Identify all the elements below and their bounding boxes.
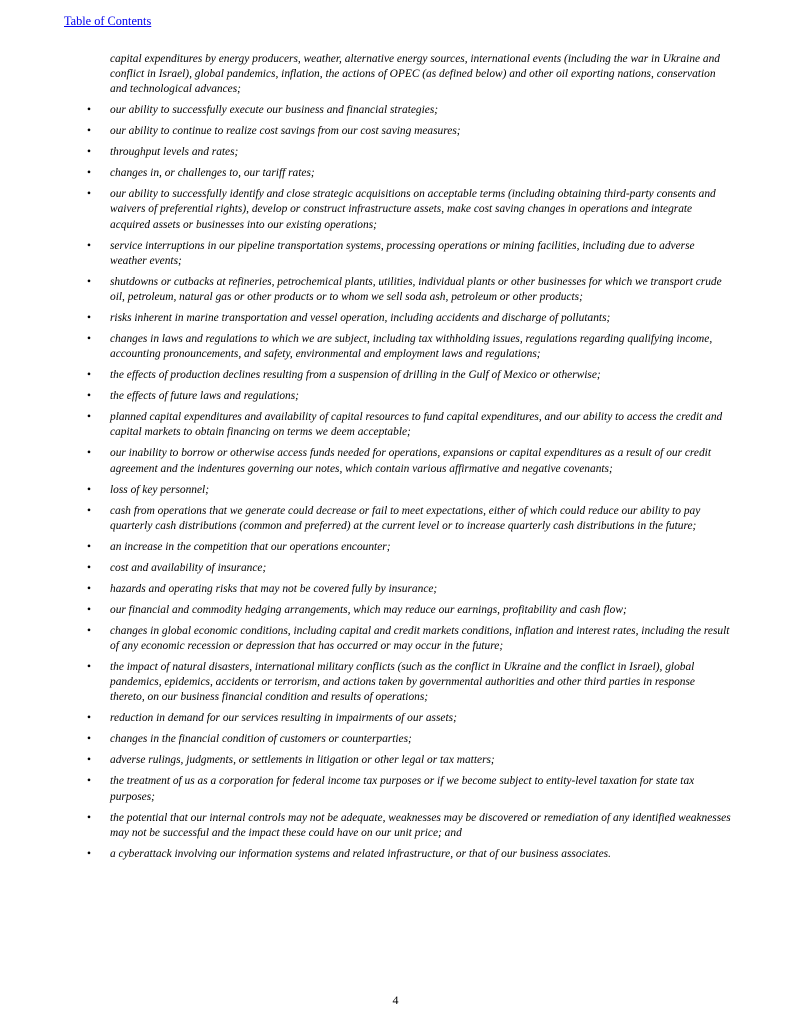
list-item: [87, 124, 731, 139]
list-item: [87, 774, 731, 804]
bullet-icon: •: [87, 369, 91, 382]
list-item: [87, 446, 731, 476]
bullet-icon: •: [87, 390, 91, 403]
list-item-text: changes in global economic conditions, including capital and credit markets conditions, inflation and interest rates, including the result of any economic recession or depression that has occurred or may occur in the future;: [110, 624, 730, 652]
bullet-icon: •: [87, 603, 91, 616]
list-item-text: a cyberattack involving our information systems and related infrastructure, or that of our business associates.: [110, 847, 611, 860]
list-item-text: the effects of production declines resulting from a suspension of drilling in the Gulf of Mexico or otherwise;: [110, 369, 601, 382]
list-item-text: changes in, or challenges to, our tariff rates;: [110, 167, 315, 180]
bullet-icon: •: [87, 188, 91, 201]
bullet-icon: •: [87, 582, 91, 595]
list-item-text: cash from operations that we generate could decrease or fail to meet expectations, either of which could reduce our ability to pay quarterly cash distributions (common and preferred) at the current level or to increase quarterly cash distributions in the future;: [110, 504, 701, 532]
bullet-icon: •: [87, 411, 91, 424]
list-item-text: changes in laws and regulations to which we are subject, including tax withholding issues, regulations regarding qualifying income, accounting pronouncements, and safety, environmental and employment laws and regulations;: [110, 332, 713, 361]
list-item: [87, 504, 731, 534]
list-item: [87, 483, 731, 498]
list-item-text: an increase in the competition that our operations encounter;: [110, 540, 391, 553]
list-item-text: adverse rulings, judgments, or settlements in litigation or other legal or tax matters;: [110, 754, 495, 767]
bullet-icon: •: [87, 847, 91, 860]
list-item-text: hazards and operating risks that may not be covered fully by insurance;: [110, 582, 438, 595]
list-item-text: changes in the financial condition of customers or counterparties;: [110, 733, 412, 746]
bullet-icon: •: [87, 167, 91, 180]
bullet-icon: •: [87, 754, 91, 767]
list-item-text: our ability to continue to realize cost savings from our cost saving measures;: [110, 125, 461, 138]
list-item: [87, 811, 731, 841]
bullet-icon: •: [87, 712, 91, 725]
bullet-icon: •: [87, 311, 91, 324]
page-number: 4: [392, 993, 399, 1007]
list-item: [87, 166, 731, 181]
list-item: [87, 624, 731, 654]
list-item-text: the treatment of us as a corporation for federal income tax purposes or if we become subject to entity-level taxation for state tax purposes;: [110, 775, 695, 803]
bullet-icon: •: [87, 540, 91, 553]
list-item-text: our ability to successfully execute our business and financial strategies;: [110, 104, 439, 117]
bullet-icon: •: [87, 483, 91, 496]
bullet-icon: •: [87, 104, 91, 117]
bullet-icon: •: [87, 504, 91, 517]
list-item: [87, 732, 731, 747]
list-item: [87, 275, 731, 305]
list-item-text: our ability to successfully identify and close strategic acquisitions on acceptable terms (including obtaining third-party consents and waivers of preferential rights), develop or construct infrastructure assets, make cost saving changes in operations and integrate acquired assets or businesses into our existing operations;: [110, 188, 716, 231]
list-item: [87, 410, 731, 440]
list-item: [87, 540, 731, 555]
list-item-text: the effects of future laws and regulations;: [110, 390, 299, 403]
list-item: [87, 582, 731, 597]
list-item: [87, 368, 731, 383]
list-item-text: service interruptions in our pipeline transportation systems, processing operations or mining facilities, including due to adverse weather events;: [110, 239, 695, 267]
list-item: [87, 561, 731, 576]
bullet-icon: •: [87, 561, 91, 574]
bullet-icon: •: [87, 275, 91, 288]
list-item-text: our financial and commodity hedging arrangements, which may reduce our earnings, profitability and cash flow;: [110, 603, 627, 616]
list-item: [87, 145, 731, 160]
list-item-text: loss of key personnel;: [110, 483, 210, 496]
bullet-icon: •: [87, 146, 91, 159]
bullet-icon: •: [87, 660, 91, 673]
list-item-text: the potential that our internal controls may not be adequate, weaknesses may be discovered or remediation of any identified weaknesses may not be successful and the impact these could have on our unit price; and: [110, 811, 731, 839]
list-item-text: throughput levels and rates;: [110, 146, 239, 159]
bullet-list: [0, 103, 791, 862]
bullet-icon: •: [87, 775, 91, 788]
list-item: [87, 187, 731, 233]
list-item: [87, 103, 731, 118]
list-item: [87, 332, 731, 362]
list-item: [87, 311, 731, 326]
bullet-icon: •: [87, 624, 91, 637]
bullet-icon: •: [87, 332, 91, 345]
table-of-contents-link[interactable]: Table of Contents: [64, 14, 152, 28]
bullet-icon: •: [87, 125, 91, 138]
list-item-text: our inability to borrow or otherwise access funds needed for operations, expansions or capital expenditures as a result of our credit agreement and the indentures governing our notes, which contain various affirmative and negative covenants;: [110, 447, 712, 475]
bullet-icon: •: [87, 811, 91, 824]
list-item-text: planned capital expenditures and availability of capital resources to fund capital expenditures, and our ability to access the credit and capital markets to obtain financing on terms we deem acceptable;: [110, 411, 723, 439]
list-item: [87, 711, 731, 726]
list-item-text: risks inherent in marine transportation and vessel operation, including accidents and discharge of pollutants;: [110, 311, 611, 324]
list-item-text: reduction in demand for our services resulting in impairments of our assets;: [110, 712, 457, 725]
list-item: [87, 389, 731, 404]
list-item: [87, 660, 731, 706]
list-item: [87, 753, 731, 768]
list-item: [87, 847, 731, 862]
list-item: [87, 239, 731, 269]
bullet-icon: •: [87, 239, 91, 252]
intro-continuation: capital expenditures by energy producers, weather, alternative energy sources, international events (including the war in Ukraine and conflict in Israel), global pandemics, inflation, the actions of OPEC (as defined below) and other oil exporting nations, conservation and technological advances;: [110, 53, 721, 96]
list-item-text: the impact of natural disasters, international military conflicts (such as the conflict in Ukraine and the conflict in Israel), global pandemics, epidemics, accidents or terrorism, and actions taken by governmental authorities and other third parties in response thereto, on our business financial condition and results of operations;: [110, 660, 695, 704]
list-item-text: shutdowns or cutbacks at refineries, petrochemical plants, utilities, individual plants or other businesses for which we transport crude oil, petroleum, natural gas or other products or to whom we sell soda ash, petroleum or other products;: [110, 275, 722, 303]
bullet-icon: •: [87, 447, 91, 460]
bullet-icon: •: [87, 733, 91, 746]
list-item: [87, 603, 731, 618]
list-item-text: cost and availability of insurance;: [110, 561, 267, 574]
document-body: [0, 52, 791, 868]
